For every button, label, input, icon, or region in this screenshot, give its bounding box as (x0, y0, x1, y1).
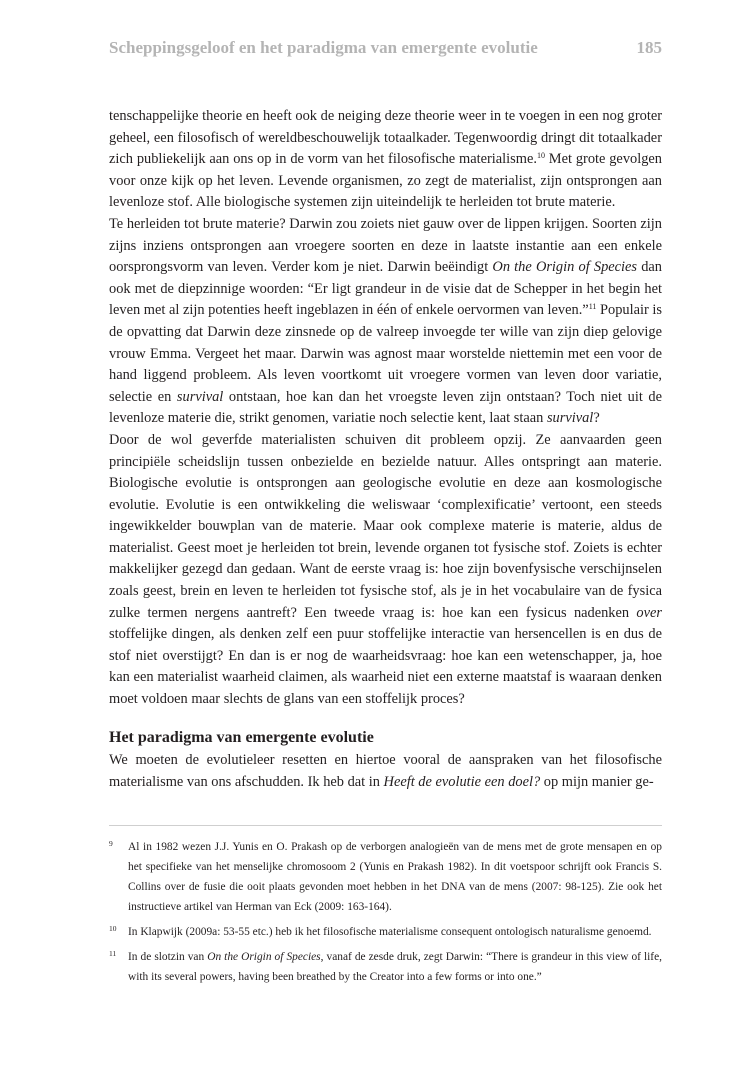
footnote-10 (109, 922, 662, 942)
text-run: Te herleiden tot brute materie? Darwin zou zoiets niet gauw over de lippen krijgen. Soorten zijn zijns inziens ontsprongen aan vroegere soorten en deze in laatste instantie aan een enkele oorsprongsvorm van leven. Verder kom je niet. Darwin beëindigt (109, 215, 662, 276)
page-number: 185 (636, 38, 662, 57)
paragraph-3 (109, 430, 662, 711)
footnote-11 (109, 947, 662, 987)
text-run: stoffelijke dingen, als denken zelf een puur stoffelijke interactie van hersencellen is en dus de stof niet overstijgt? En dan is er nog de waarheidsvraag: hoe kan een wetenschapper, ja, hoe kan een materialist waarheid claimen, als waarheid niet een externe maatstaf is waaraan denken moet voldoen maar slechts de glans van een stoffelijk proces? (109, 626, 662, 708)
running-header (109, 38, 662, 64)
body-text (109, 106, 662, 711)
footnote-ref-10: 10 (536, 151, 545, 161)
footnote-number: 9 (109, 839, 113, 848)
text-run: We moeten de evolutieleer resetten en hiertoe vooral de aanspraken van het filosofische materialisme van ons afschudden. Ik heb dat in (109, 752, 662, 790)
text-run: ontstaan, hoe kan dan het vroegste leven zijn ontstaan? Toch niet uit de levenloze materie die, strikt genomen, variatie noch selectie kent, laat staan (109, 388, 663, 427)
text-run: ? (593, 410, 600, 427)
italic-term: survival (546, 410, 594, 427)
section-body-text (109, 750, 662, 793)
running-header-title: Scheppingsgeloof en het paradigma van emergente evolutie (109, 38, 538, 57)
text-run: Met grote gevolgen voor onze kijk op het leven. Levende organismen, zo zegt de materialist, zijn ontsprongen aan levenloze stof. Alle biologische systemen zijn uiteindelijk te herleiden tot brute materie. (109, 151, 662, 211)
footnote-9 (109, 837, 662, 917)
italic-term: survival (176, 388, 224, 405)
text-run: Populair is de opvatting dat Darwin deze zinsnede op de valreep invoegde ter wille van zijn diep gelovige vrouw Emma. Vergeet het maar. Darwin was agnost maar worstelde niettemin met een voor de hand liggend probleem. Als leven voortkomt uit vroegere vormen van leven door variatie, selectie en (109, 302, 662, 405)
footnote-number: 11 (109, 949, 117, 958)
book-title-italic: Heeft de evolutie een doel? (383, 773, 541, 790)
footnote-number: 10 (109, 924, 117, 933)
footnote-divider (109, 825, 662, 826)
text-run: Door de wol geverfde materialisten schuiven dit probleem opzij. Ze aanvaarden geen principiële scheidslijn tussen onbezielde en bezielde natuur. Alles ontspringt aan materie. Biologische evolutie is ontsprongen aan geologische evolutie en deze aan kosmologische evolutie. Evolutie is een ontwikkeling die weliswaar ‘complexificatie’ vertoont, een steeds ingewikkelder bouwplan van de materie. Maar ook complexe materie is materie, aldus de materialist. Geest moet je herleiden tot brein, levende organen tot fysische stof. Zoiets is echter makkelijker gezegd dan gedaan. Want de eerste vraag is: hoe zijn bovenfysische verschijnselen zoals geest, brein en leven te herleiden tot fysische stof, als je in het vocabulaire van de fysica zulke termen nergens aantreft? Een tweede vraag is: hoe kan een fysicus nadenken (109, 431, 662, 621)
text-run: tenschappelijke theorie en heeft ook de neiging deze theorie weer in te voegen in een nog groter geheel, een filosofisch of wereldbeschouwelijk totaalkader. Tegenwoordig dringt dit totaalkader zich publiekelijk aan ons op in de vorm van het filosofische materialisme. (109, 108, 662, 168)
text-run: dan ook met de diepzinnige woorden: “Er ligt grandeur in de visie dat de Schepper in het begin het leven met al zijn potenties heeft ingeblazen in één of enkele oervormen van leven.” (109, 259, 662, 319)
text-run: op mijn manier ge- (540, 773, 654, 790)
footnote-text-run: , vanaf de zesde druk, zegt Darwin: “There is grandeur in this view of life, with its several powers, having been breathed by the Creator into a few forms or into one.” (128, 951, 663, 983)
italic-term: over (636, 604, 662, 621)
footnotes (109, 837, 662, 992)
footnote-text: Al in 1982 wezen J.J. Yunis en O. Prakash op de verborgen analogieën van de mens met de grote mensapen en op het specifieke van het menselijke chromosoom 2 (Yunis en Prakash 1982). In dit voetspoor schrijft ook Francis S. Collins over de fusie die ooit plaats gevonden moet hebben in het DNA van de mens (2007: 98-125). Zie ook het instructieve artikel van Herman van Eck (2009: 163-164). (128, 841, 662, 913)
section-paragraph-1 (109, 750, 662, 793)
section-heading: Het paradigma van emergente evolutie (109, 729, 374, 746)
footnote-text: In Klapwijk (2009a: 53-55 etc.) heb ik het filosofische materialisme consequent ontologisch naturalisme genoemd. (128, 926, 652, 938)
footnote-ref-11: 11 (588, 302, 597, 312)
book-title-italic: On the Origin of Species (207, 951, 321, 963)
book-title-italic: On the Origin of Species (492, 259, 638, 276)
paragraph-1 (109, 106, 662, 214)
footnote-text-run: In de slotzin van (128, 951, 208, 963)
paragraph-2 (109, 214, 662, 430)
